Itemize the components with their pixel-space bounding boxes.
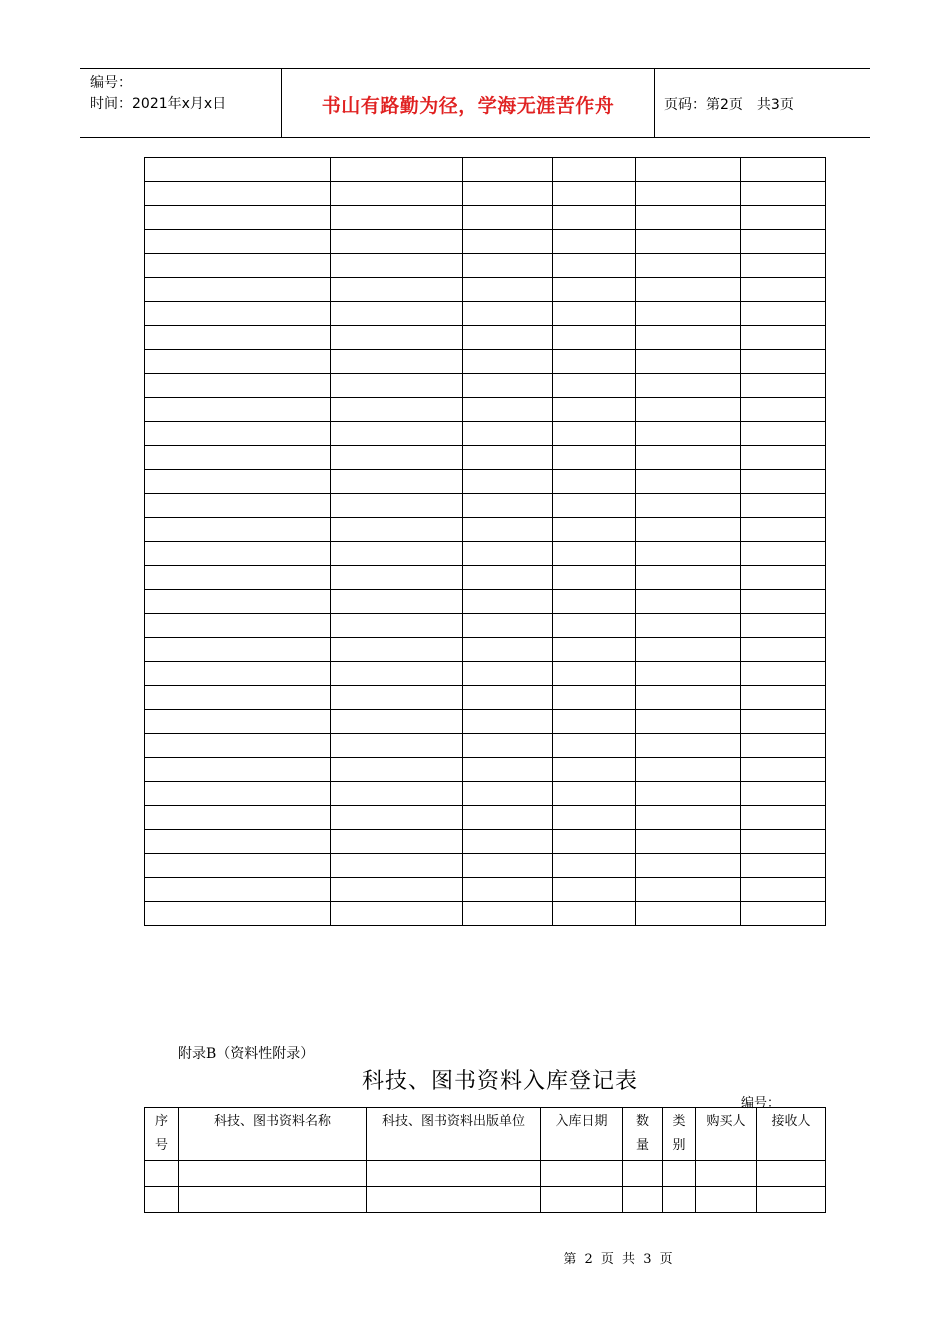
table-cell <box>741 686 826 710</box>
table-cell <box>331 662 463 686</box>
table-row <box>145 686 826 710</box>
table-cell <box>741 302 826 326</box>
table-cell <box>331 230 463 254</box>
table-cell <box>331 158 463 182</box>
register-cell <box>696 1161 757 1187</box>
table-cell <box>463 350 553 374</box>
table-cell <box>636 662 741 686</box>
table-cell <box>636 254 741 278</box>
table-cell <box>331 902 463 926</box>
table-cell <box>636 470 741 494</box>
table-cell <box>553 470 636 494</box>
table-cell <box>741 854 826 878</box>
table-cell <box>331 686 463 710</box>
table-cell <box>331 278 463 302</box>
table-cell <box>463 302 553 326</box>
table-cell <box>145 206 331 230</box>
header-divider <box>654 69 655 137</box>
table-cell <box>553 446 636 470</box>
table-row <box>145 158 826 182</box>
table-cell <box>331 302 463 326</box>
table-cell <box>636 494 741 518</box>
col-header-index: 序号 <box>145 1108 179 1161</box>
table-row <box>145 710 826 734</box>
table-cell <box>463 734 553 758</box>
table-cell <box>553 302 636 326</box>
header-meta <box>90 73 226 115</box>
table-cell <box>741 830 826 854</box>
table-cell <box>463 710 553 734</box>
table-row <box>145 206 826 230</box>
table-cell <box>741 422 826 446</box>
table-cell <box>145 278 331 302</box>
register-table <box>144 1107 826 1213</box>
register-header-row <box>145 1108 826 1161</box>
table-cell <box>553 614 636 638</box>
table-row <box>145 422 826 446</box>
register-cell <box>367 1187 541 1213</box>
table-cell <box>145 782 331 806</box>
table-cell <box>553 830 636 854</box>
table-cell <box>741 374 826 398</box>
table-row <box>145 182 826 206</box>
table-row <box>145 374 826 398</box>
table-cell <box>463 446 553 470</box>
table-cell <box>741 182 826 206</box>
table-cell <box>331 710 463 734</box>
table-cell <box>331 350 463 374</box>
table-cell <box>636 518 741 542</box>
table-cell <box>636 278 741 302</box>
table-cell <box>553 254 636 278</box>
table-cell <box>741 230 826 254</box>
table-cell <box>145 638 331 662</box>
table-cell <box>636 182 741 206</box>
table-cell <box>463 878 553 902</box>
table-cell <box>553 518 636 542</box>
table-cell <box>741 446 826 470</box>
table-row <box>145 326 826 350</box>
table-cell <box>553 206 636 230</box>
table-row <box>145 566 826 590</box>
header-page-info <box>664 94 794 114</box>
table-cell <box>331 206 463 230</box>
table-cell <box>741 206 826 230</box>
table-cell <box>463 158 553 182</box>
table-cell <box>636 830 741 854</box>
table-cell <box>553 878 636 902</box>
table-cell <box>553 590 636 614</box>
page-footer: 第 2 页 共 3 页 <box>563 1252 673 1267</box>
table-cell <box>553 374 636 398</box>
table-cell <box>636 446 741 470</box>
table-cell <box>331 182 463 206</box>
table-cell <box>553 326 636 350</box>
table-cell <box>145 302 331 326</box>
table-cell <box>463 854 553 878</box>
table-row <box>145 662 826 686</box>
table-cell <box>145 830 331 854</box>
table-cell <box>741 326 826 350</box>
table-cell <box>553 158 636 182</box>
table-cell <box>741 158 826 182</box>
table-cell <box>463 542 553 566</box>
table-cell <box>145 758 331 782</box>
table-cell <box>553 806 636 830</box>
header-code-label: 编号： <box>90 75 132 91</box>
register-row <box>145 1187 826 1213</box>
table-cell <box>145 326 331 350</box>
table-cell <box>553 422 636 446</box>
table-cell <box>741 542 826 566</box>
table-cell <box>331 422 463 446</box>
table-cell <box>553 494 636 518</box>
table-cell <box>331 518 463 542</box>
table-cell <box>331 494 463 518</box>
table-cell <box>553 638 636 662</box>
register-cell <box>541 1161 623 1187</box>
table-cell <box>145 374 331 398</box>
col-header-quantity: 数量 <box>623 1108 663 1161</box>
register-cell <box>179 1161 367 1187</box>
table-row <box>145 518 826 542</box>
table-cell <box>463 614 553 638</box>
table-cell <box>553 398 636 422</box>
table-cell <box>463 206 553 230</box>
table-cell <box>331 614 463 638</box>
register-cell <box>541 1187 623 1213</box>
table-cell <box>553 350 636 374</box>
register-cell <box>145 1161 179 1187</box>
table-cell <box>636 566 741 590</box>
table-cell <box>331 878 463 902</box>
table-cell <box>636 542 741 566</box>
table-cell <box>636 758 741 782</box>
table-cell <box>553 182 636 206</box>
table-row <box>145 494 826 518</box>
register-cell <box>663 1187 696 1213</box>
table-cell <box>463 254 553 278</box>
table-cell <box>553 542 636 566</box>
table-cell <box>463 422 553 446</box>
register-cell <box>367 1161 541 1187</box>
table-cell <box>145 542 331 566</box>
table-row <box>145 350 826 374</box>
table-cell <box>463 278 553 302</box>
table-cell <box>741 470 826 494</box>
table-cell <box>636 350 741 374</box>
table-cell <box>331 638 463 662</box>
table-cell <box>463 638 553 662</box>
table-cell <box>145 230 331 254</box>
table-cell <box>741 758 826 782</box>
table-row <box>145 902 826 926</box>
table-cell <box>463 758 553 782</box>
table-cell <box>741 638 826 662</box>
table-cell <box>741 398 826 422</box>
table-cell <box>145 518 331 542</box>
table-row <box>145 254 826 278</box>
table-cell <box>636 902 741 926</box>
table-cell <box>145 734 331 758</box>
table-row <box>145 590 826 614</box>
table-cell <box>553 758 636 782</box>
table-cell <box>463 902 553 926</box>
table-cell <box>145 854 331 878</box>
table-row <box>145 614 826 638</box>
table-row <box>145 854 826 878</box>
register-cell <box>145 1187 179 1213</box>
table-row <box>145 758 826 782</box>
table-cell <box>463 830 553 854</box>
table-row <box>145 302 826 326</box>
table-cell <box>553 686 636 710</box>
table-cell <box>463 806 553 830</box>
table-cell <box>636 398 741 422</box>
table-row <box>145 878 826 902</box>
table-cell <box>741 902 826 926</box>
register-cell <box>757 1161 826 1187</box>
table-cell <box>145 878 331 902</box>
table-cell <box>741 278 826 302</box>
table-cell <box>145 494 331 518</box>
table-row <box>145 446 826 470</box>
table-cell <box>636 158 741 182</box>
appendix-label: 附录B（资料性附录） <box>178 1046 315 1062</box>
table-cell <box>553 230 636 254</box>
table-cell <box>331 854 463 878</box>
header-page-total: 共3页 <box>756 97 794 113</box>
table-cell <box>741 590 826 614</box>
table-cell <box>741 710 826 734</box>
register-cell <box>179 1187 367 1213</box>
table-cell <box>145 566 331 590</box>
col-header-name: 科技、图书资料名称 <box>179 1108 367 1161</box>
table-cell <box>331 542 463 566</box>
table-cell <box>331 830 463 854</box>
table-cell <box>741 662 826 686</box>
table-cell <box>145 470 331 494</box>
table-cell <box>145 662 331 686</box>
header-page-label: 页码：第2页 <box>664 97 743 113</box>
register-cell <box>696 1187 757 1213</box>
table-cell <box>331 806 463 830</box>
col-header-publisher: 科技、图书资料出版单位 <box>367 1108 541 1161</box>
col-header-category: 类别 <box>663 1108 696 1161</box>
table-cell <box>741 878 826 902</box>
table-cell <box>463 494 553 518</box>
table-cell <box>145 686 331 710</box>
table-cell <box>463 782 553 806</box>
col-header-receiver: 接收人 <box>757 1108 826 1161</box>
table-cell <box>553 278 636 302</box>
register-cell <box>623 1161 663 1187</box>
table-cell <box>636 230 741 254</box>
register-cell <box>623 1187 663 1213</box>
table-cell <box>463 398 553 422</box>
table-cell <box>636 374 741 398</box>
table-cell <box>636 734 741 758</box>
table-cell <box>331 470 463 494</box>
table-row <box>145 638 826 662</box>
table-cell <box>145 254 331 278</box>
table-cell <box>741 782 826 806</box>
table-cell <box>741 566 826 590</box>
table-cell <box>145 350 331 374</box>
blank-table-container <box>144 157 826 926</box>
table-row <box>145 782 826 806</box>
table-cell <box>331 254 463 278</box>
blank-table <box>144 157 826 926</box>
table-cell <box>145 422 331 446</box>
table-cell <box>636 782 741 806</box>
table-cell <box>145 902 331 926</box>
table-row <box>145 542 826 566</box>
table-cell <box>463 230 553 254</box>
table-cell <box>553 782 636 806</box>
table-cell <box>553 566 636 590</box>
table-row <box>145 806 826 830</box>
table-cell <box>636 710 741 734</box>
table-row <box>145 230 826 254</box>
table-cell <box>463 566 553 590</box>
table-cell <box>636 686 741 710</box>
table-cell <box>741 254 826 278</box>
table-cell <box>145 446 331 470</box>
table-cell <box>331 758 463 782</box>
header-time-label: 时间：2021年x月x日 <box>90 96 227 112</box>
table-cell <box>741 806 826 830</box>
form-title: 科技、图书资料入库登记表 <box>361 1069 638 1094</box>
table-cell <box>636 614 741 638</box>
table-cell <box>331 326 463 350</box>
table-cell <box>741 734 826 758</box>
form-code-label: 编号： <box>741 1096 781 1111</box>
table-cell <box>636 422 741 446</box>
table-cell <box>636 806 741 830</box>
page-header <box>80 68 870 138</box>
table-row <box>145 278 826 302</box>
table-row <box>145 830 826 854</box>
table-cell <box>553 662 636 686</box>
table-cell <box>636 590 741 614</box>
table-row <box>145 398 826 422</box>
table-cell <box>463 590 553 614</box>
table-cell <box>741 350 826 374</box>
table-cell <box>331 446 463 470</box>
table-cell <box>145 158 331 182</box>
table-cell <box>463 662 553 686</box>
table-cell <box>636 878 741 902</box>
register-table-container <box>144 1107 826 1213</box>
table-cell <box>331 782 463 806</box>
table-cell <box>553 902 636 926</box>
table-cell <box>636 854 741 878</box>
table-cell <box>331 734 463 758</box>
table-cell <box>331 590 463 614</box>
table-cell <box>463 470 553 494</box>
table-cell <box>145 182 331 206</box>
table-cell <box>636 302 741 326</box>
table-cell <box>741 518 826 542</box>
register-cell <box>757 1187 826 1213</box>
table-row <box>145 734 826 758</box>
col-header-date: 入库日期 <box>541 1108 623 1161</box>
table-cell <box>741 494 826 518</box>
table-cell <box>553 734 636 758</box>
table-cell <box>463 326 553 350</box>
header-motto: 书山有路勤为径，学海无涯苦作舟 <box>321 95 615 117</box>
col-header-buyer: 购买人 <box>696 1108 757 1161</box>
register-cell <box>663 1161 696 1187</box>
table-cell <box>463 686 553 710</box>
table-cell <box>463 374 553 398</box>
table-cell <box>463 518 553 542</box>
table-cell <box>331 398 463 422</box>
register-row <box>145 1161 826 1187</box>
table-cell <box>331 374 463 398</box>
table-cell <box>636 638 741 662</box>
table-row <box>145 470 826 494</box>
table-cell <box>553 710 636 734</box>
table-cell <box>636 206 741 230</box>
table-cell <box>331 566 463 590</box>
table-cell <box>636 326 741 350</box>
table-cell <box>463 182 553 206</box>
table-cell <box>553 854 636 878</box>
table-cell <box>145 710 331 734</box>
table-cell <box>741 614 826 638</box>
table-cell <box>145 806 331 830</box>
table-cell <box>145 590 331 614</box>
table-cell <box>145 398 331 422</box>
table-cell <box>145 614 331 638</box>
